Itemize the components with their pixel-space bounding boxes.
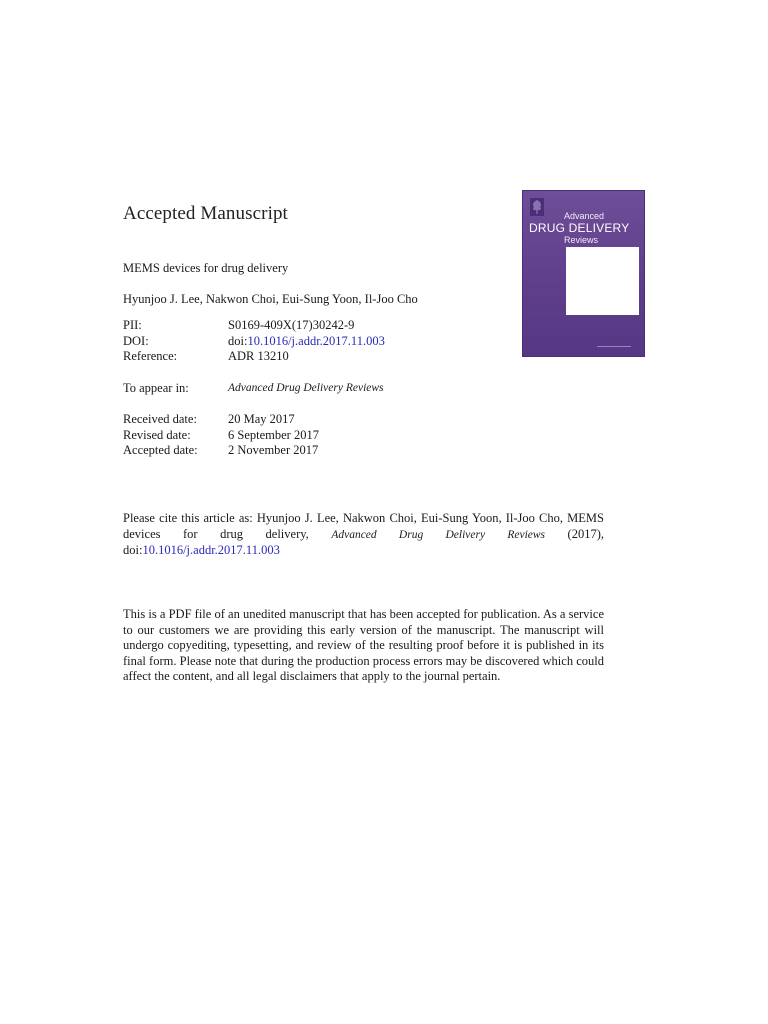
citation-doi-prefix: doi: bbox=[123, 543, 143, 557]
journal-row bbox=[123, 381, 384, 397]
reference-value: ADR 13210 bbox=[228, 349, 289, 363]
doi-row bbox=[123, 334, 385, 350]
reference-label: Reference: bbox=[123, 349, 178, 363]
doi-prefix: doi: bbox=[228, 333, 248, 348]
citation-paragraph bbox=[123, 511, 604, 559]
dates-block bbox=[123, 412, 319, 459]
citation-year: (2017), bbox=[545, 526, 605, 541]
identifier-block bbox=[123, 318, 385, 365]
revised-value: 6 September 2017 bbox=[228, 427, 319, 442]
received-value: 20 May 2017 bbox=[228, 412, 295, 426]
pii-value: S0169-409X(17)30242-9 bbox=[228, 318, 355, 332]
journal-label: To appear in: bbox=[123, 381, 189, 395]
pii-row bbox=[123, 318, 385, 334]
cover-title-line-2: DRUG DELIVERY bbox=[529, 221, 630, 235]
doi-link[interactable]: 10.1016/j.addr.2017.11.003 bbox=[247, 333, 385, 348]
received-label: Received date: bbox=[123, 412, 197, 426]
journal-name: Advanced Drug Delivery Reviews bbox=[228, 382, 384, 394]
accepted-value: 2 November 2017 bbox=[228, 443, 319, 457]
cover-image-panel bbox=[566, 247, 639, 315]
received-row bbox=[123, 412, 319, 428]
article-title: MEMS devices for drug delivery bbox=[123, 261, 289, 275]
page-heading: Accepted Manuscript bbox=[123, 203, 288, 224]
revised-row bbox=[123, 428, 319, 444]
accepted-row bbox=[123, 443, 319, 459]
accepted-label: Accepted date: bbox=[123, 443, 198, 457]
cover-title-line-3: Reviews bbox=[564, 235, 599, 245]
pii-label: PII: bbox=[123, 318, 142, 332]
citation-journal: Advanced Drug Delivery Reviews bbox=[331, 528, 546, 541]
author-list: Hyunjoo J. Lee, Nakwon Choi, Eui-Sung Yoon, Il-Joo Cho bbox=[123, 292, 418, 306]
revised-label: Revised date: bbox=[123, 427, 191, 442]
cover-title-line-1: Advanced bbox=[564, 211, 605, 221]
cover-footer-rule bbox=[597, 346, 631, 347]
doi-value-wrap bbox=[228, 334, 385, 350]
elsevier-tree-icon bbox=[530, 198, 544, 216]
doi-label: DOI: bbox=[123, 333, 149, 348]
citation-doi-link[interactable]: 10.1016/j.addr.2017.11.003 bbox=[142, 543, 280, 557]
disclaimer-paragraph: This is a PDF file of an unedited manuscript that has been accepted for publication. As a service to our customers we are providing this early version of the manuscript. The manuscript will undergo copyediting, typesetting, and review of the resulting proof before it is published in its final form. Please note that during the production process errors may be discovered which could affect the content, and all legal disclaimers that apply to the journal pertain. bbox=[123, 607, 604, 683]
citation-prefix: Please cite this article as: Hyunjoo J. Lee, Nakwon Choi, Eui-Sung Yoon, Il-Joo Cho, MEMS devices for drug delivery, bbox=[123, 511, 604, 541]
reference-row bbox=[123, 349, 385, 365]
journal-cover-image bbox=[522, 190, 645, 357]
journal-block bbox=[123, 381, 384, 397]
